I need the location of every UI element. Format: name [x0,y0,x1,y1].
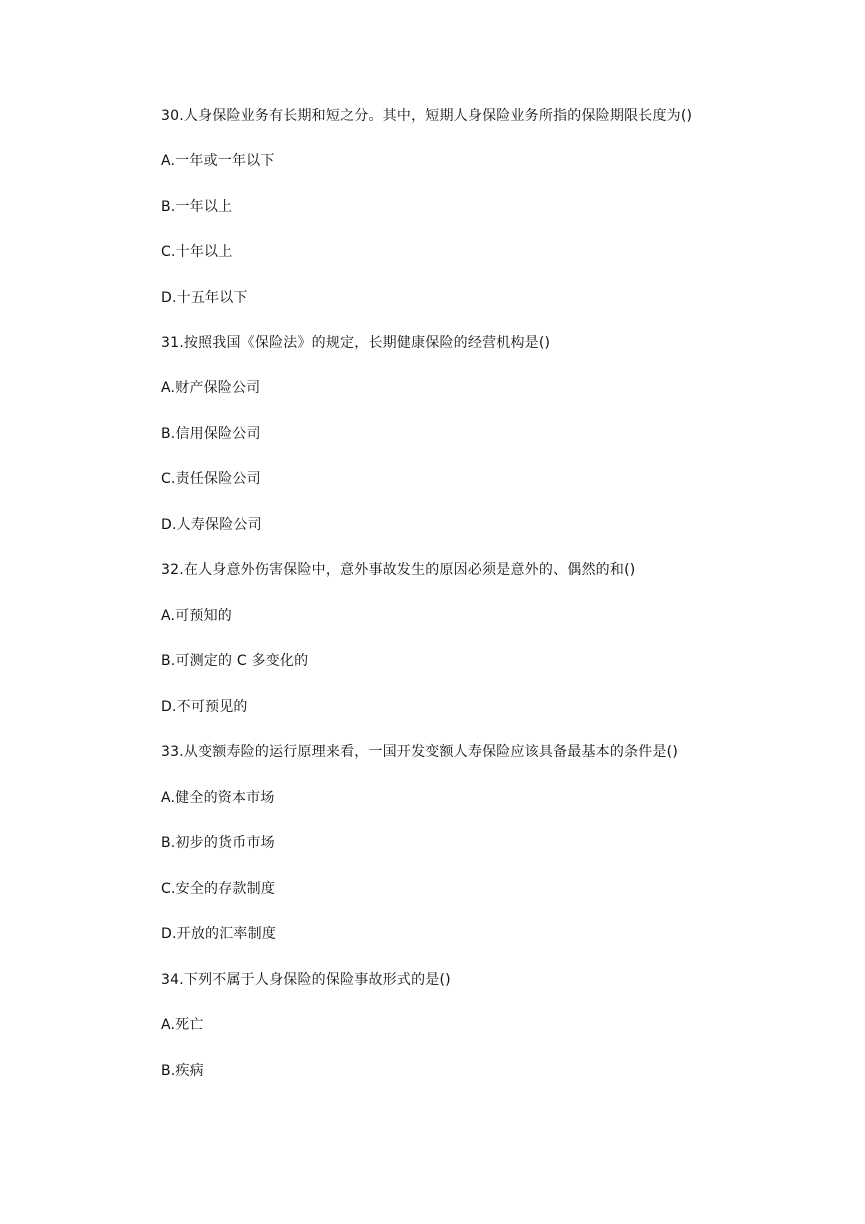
question-32-option-a: A.可预知的 [161,608,232,624]
question-33-option-b: B.初步的货币市场 [161,835,275,851]
question-34-option-b: B.疾病 [161,1063,204,1079]
question-31-option-c: C.责任保险公司 [161,471,261,487]
question-33-option-c: C.安全的存款制度 [161,881,276,897]
question-34: 34.下列不属于人身保险的保险事故形式的是() [161,972,451,988]
question-33: 33.从变额寿险的运行原理来看，一国开发变额人寿保险应该具备最基本的条件是() [161,744,678,760]
question-32: 32.在人身意外伤害保险中，意外事故发生的原因必须是意外的、偶然的和() [161,562,636,578]
question-31: 31.按照我国《保险法》的规定，长期健康保险的经营机构是() [161,335,551,351]
question-30-option-a: A.一年或一年以下 [161,153,275,169]
question-31-option-d: D.人寿保险公司 [161,517,262,533]
question-32-option-d: D.不可预见的 [161,699,248,715]
question-31-option-b: B.信用保险公司 [161,426,261,442]
question-33-option-a: A.健全的资本市场 [161,790,275,806]
question-33-option-d: D.开放的汇率制度 [161,926,277,942]
question-32-option-b: B.可测定的 C 多变化的 [161,653,309,669]
question-30-option-b: B.一年以上 [161,199,233,215]
question-30-option-d: D.十五年以下 [161,290,248,306]
question-30-option-c: C.十年以上 [161,244,233,260]
question-31-option-a: A.财产保险公司 [161,380,261,396]
question-34-option-a: A.死亡 [161,1017,204,1033]
question-30: 30.人身保险业务有长期和短之分。其中，短期人身保险业务所指的保险期限长度为() [161,108,693,124]
